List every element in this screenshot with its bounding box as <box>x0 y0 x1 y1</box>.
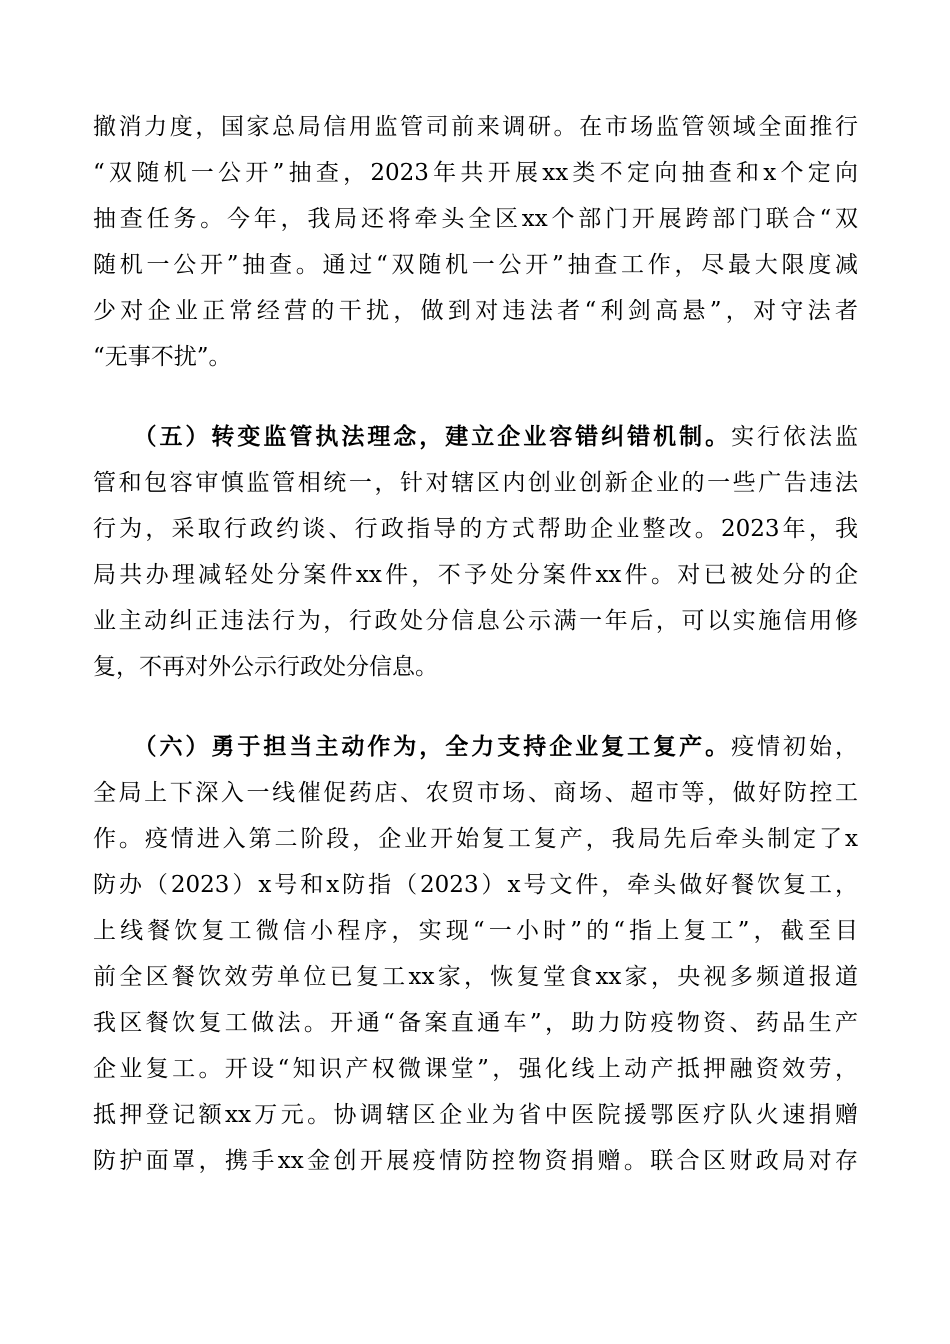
text-line: 抽查任务。今年，我局还将牵头全区xx个部门开展跨部门联合“双 <box>93 206 858 232</box>
text-line: 防办（2023）x号和x防指（2023）x号文件，牵头做好餐饮复工， <box>93 872 858 898</box>
text-line: 局共办理减轻处分案件xx件，不予处分案件xx件。对已被处分的企 <box>93 562 858 588</box>
text-line: 我区餐饮复工做法。开通“备案直通车”，助力防疫物资、药品生产 <box>93 1010 858 1036</box>
text-line: “无事不扰”。 <box>93 344 232 370</box>
text-line: 撤消力度，国家总局信用监管司前来调研。在市场监管领域全面推行 <box>93 114 858 140</box>
text-line: 防护面罩，携手xx金创开展疫情防控物资捐赠。联合区财政局对存 <box>93 1148 858 1174</box>
text-line: 作。疫情进入第二阶段，企业开始复工复产，我局先后牵头制定了x <box>93 826 858 852</box>
text-line: 复，不再对外公示行政处分信息。 <box>93 654 438 680</box>
text-line: 少对企业正常经营的干扰，做到对违法者“利剑高悬”，对守法者 <box>93 298 858 324</box>
text-line: 随机一公开”抽查。通过“双随机一公开”抽查工作，尽最大限度减 <box>93 252 858 278</box>
section-heading-5: （五）转变监管执法理念，建立企业容错纠错机制。 <box>144 423 732 450</box>
text-line <box>93 414 858 460</box>
paragraph-resume-production <box>93 724 858 1184</box>
text-line: 企业复工。开设“知识产权微课堂”，强化线上动产抵押融资效劳， <box>93 1056 858 1082</box>
text-line: 行为，采取行政约谈、行政指导的方式帮助企业整改。2023年，我 <box>93 516 858 542</box>
text-line: 业主动纠正违法行为，行政处分信息公示满一年后，可以实施信用修 <box>93 608 858 634</box>
text-line: 上线餐饮复工微信小程序，实现“一小时”的“指上复工”，截至目 <box>93 918 858 944</box>
paragraph-gap <box>93 380 858 414</box>
paragraph-credit-supervision <box>93 104 858 380</box>
heading-line-rest: 实行依法监 <box>731 424 859 450</box>
text-line: 前全区餐饮效劳单位已复工xx家，恢复堂食xx家，央视多频道报道 <box>93 964 858 990</box>
heading-line-rest: 疫情初始， <box>731 734 859 760</box>
text-line: 管和包容审慎监管相统一，针对辖区内创业创新企业的一些广告违法 <box>93 470 858 496</box>
paragraph-gap <box>93 690 858 724</box>
text-line: 全局上下深入一线催促药店、农贸市场、商场、超市等，做好防控工 <box>93 780 858 806</box>
document-page <box>93 104 858 1184</box>
paragraph-fault-tolerance <box>93 414 858 690</box>
text-line: 抵押登记额xx万元。协调辖区企业为省中医院援鄂医疗队火速捐赠 <box>93 1102 858 1128</box>
text-line: “双随机一公开”抽查，2023年共开展xx类不定向抽查和x个定向 <box>93 160 858 186</box>
text-line <box>93 724 858 770</box>
section-heading-6: （六）勇于担当主动作为，全力支持企业复工复产。 <box>144 733 732 760</box>
